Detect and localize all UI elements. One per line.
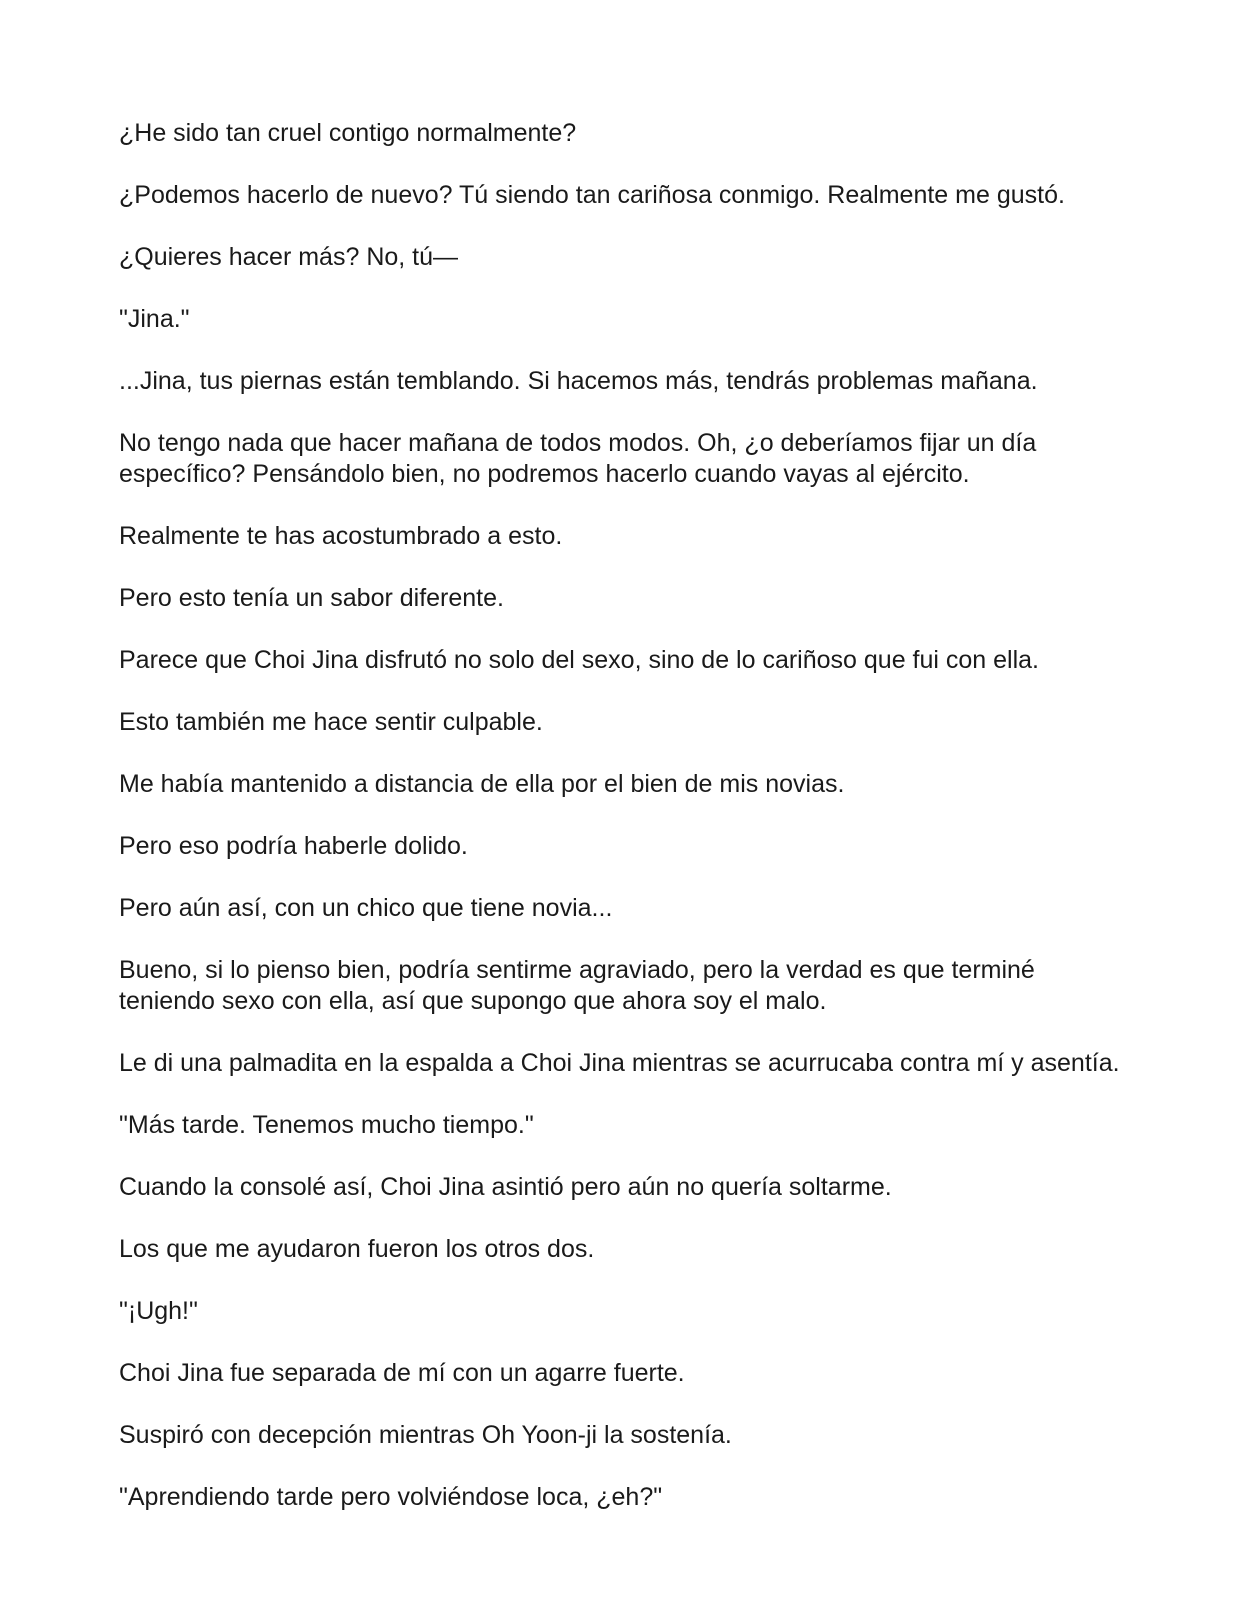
paragraph-10: Esto también me hace sentir culpable.: [119, 708, 543, 736]
paragraph-16: "Más tarde. Tenemos mucho tiempo.": [119, 1111, 534, 1139]
document-body: [119, 118, 1129, 1544]
paragraph-2: ¿Podemos hacerlo de nuevo? Tú siendo tan cariñosa conmigo. Realmente me gustó.: [119, 181, 1065, 209]
paragraph-19: "¡Ugh!": [119, 1297, 198, 1325]
paragraph-12: Pero eso podría haberle dolido.: [119, 832, 468, 860]
paragraph-7: Realmente te has acostumbrado a esto.: [119, 522, 563, 550]
paragraph-5: ...Jina, tus piernas están temblando. Si hacemos más, tendrás problemas mañana.: [119, 367, 1038, 395]
paragraph-21: Suspiró con decepción mientras Oh Yoon-ji la sostenía.: [119, 1421, 732, 1449]
paragraph-18: Los que me ayudaron fueron los otros dos.: [119, 1235, 595, 1263]
paragraph-8: Pero esto tenía un sabor diferente.: [119, 584, 504, 612]
paragraph-15: Le di una palmadita en la espalda a Choi Jina mientras se acurrucaba contra mí y asentía.: [119, 1049, 1120, 1077]
paragraph-14: Bueno, si lo pienso bien, podría sentirme agraviado, pero la verdad es que terminé teniendo sexo con ella, así que supongo que ahora soy el malo.: [119, 956, 1035, 1015]
paragraph-22: "Aprendiendo tarde pero volviéndose loca, ¿eh?": [119, 1483, 663, 1511]
paragraph-11: Me había mantenido a distancia de ella por el bien de mis novias.: [119, 770, 845, 798]
paragraph-9: Parece que Choi Jina disfrutó no solo del sexo, sino de lo cariñoso que fui con ella.: [119, 646, 1040, 674]
paragraph-1: ¿He sido tan cruel contigo normalmente?: [119, 119, 577, 147]
paragraph-4: "Jina.": [119, 305, 190, 333]
paragraph-13: Pero aún así, con un chico que tiene novia...: [119, 894, 613, 922]
paragraph-3: ¿Quieres hacer más? No, tú—: [119, 243, 459, 271]
paragraph-6: No tengo nada que hacer mañana de todos modos. Oh, ¿o deberíamos fijar un día específico? Pensándolo bien, no podremos hacerlo cuando vayas al ejército.: [119, 429, 1037, 488]
paragraph-20: Choi Jina fue separada de mí con un agarre fuerte.: [119, 1359, 685, 1387]
paragraph-17: Cuando la consolé así, Choi Jina asintió pero aún no quería soltarme.: [119, 1173, 892, 1201]
